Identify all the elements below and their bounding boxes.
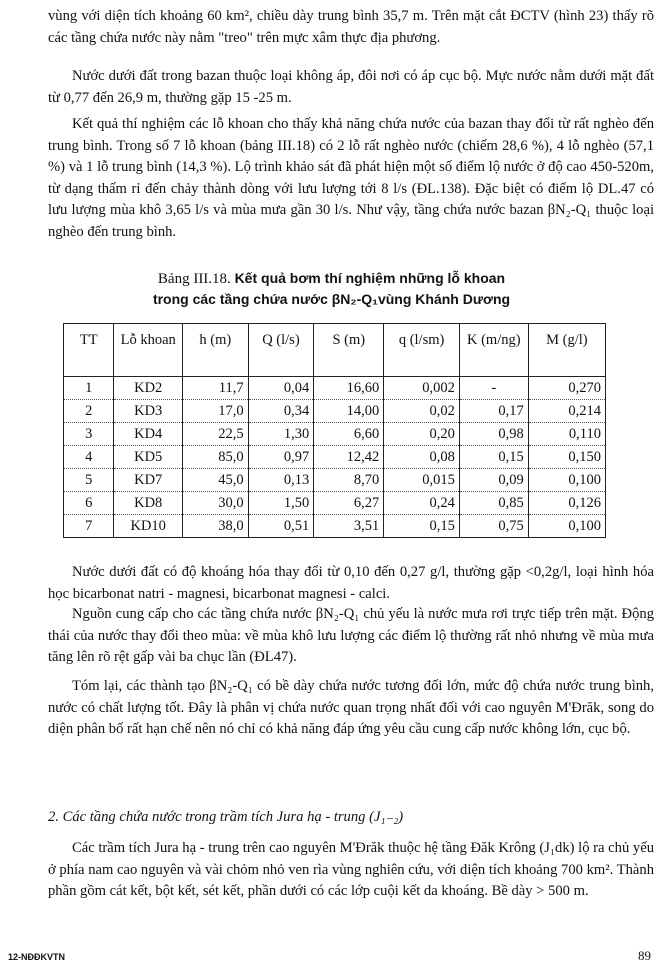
- cell-tt: 2: [64, 400, 114, 423]
- cell-s: 8,70: [314, 469, 384, 492]
- cell-m: 0,100: [528, 515, 605, 538]
- table-row: [64, 446, 606, 469]
- cell-m: 0,214: [528, 400, 605, 423]
- cell-lo-khoan: KD10: [114, 515, 182, 538]
- cell-k: -: [459, 377, 528, 400]
- cell-k: 0,75: [459, 515, 528, 538]
- paragraph-2: Nước dưới đất trong bazan thuộc loại không áp, đôi nơi có áp cục bộ. Mực nước nằm dưới mặt đất từ 0,77 đến 26,9 m, thường gặp 15 -25 m.: [48, 68, 654, 106]
- cell-h: 45,0: [182, 469, 248, 492]
- cell-q-specific: 0,24: [384, 492, 460, 515]
- paragraph-1: vùng với diện tích khoảng 60 km², chiều dày trung bình 35,7 m. Trên mặt cắt ĐCTV (hình 23) thấy rõ các tầng chứa nước này nằm "treo" trên mực xâm thực địa phương.: [48, 8, 654, 46]
- paragraph-6: Tóm lại, các thành tạo βN₂-Q₁ có bề dày chứa nước tương đối lớn, mức độ chứa nước trung bình, nước có chất lượng tốt. Đây là phân vị chứa nước quan trọng nhất đối với cao nguyên M'Đrăk, song do diện phân bố rất hạn chế nên nó chỉ có khả năng đáp ứng yêu cầu cung cấp nước không lớn, cục bộ.: [48, 678, 654, 737]
- table-caption-subtitle: trong các tầng chứa nước βN₂-Q₁vùng Khánh Dương: [152, 291, 511, 307]
- cell-s: 6,60: [314, 423, 384, 446]
- cell-tt: 5: [64, 469, 114, 492]
- col-header-q-specific: q (l/sm): [384, 324, 460, 377]
- cell-q-specific: 0,02: [384, 400, 460, 423]
- paragraph-7: Các trầm tích Jura hạ - trung trên cao nguyên M'Đrăk thuộc hệ tầng Đăk Krông (J₁dk) lộ ra chủ yếu ở phía nam cao nguyên và vài chỏm nhỏ ven rìa vùng nghiên cứu, với diện tích khoảng 700 km². Thành phần gồm cát kết, bột kết, sét kết, phần dưới có các lớp cuội kết da khoáng. Bề dày > 500 m.: [48, 840, 654, 899]
- cell-lo-khoan: KD3: [114, 400, 182, 423]
- cell-h: 30,0: [182, 492, 248, 515]
- footer-code: 12-NĐĐKVTN: [8, 952, 66, 962]
- table-row: [64, 423, 606, 446]
- paragraph-3: Kết quả thí nghiệm các lỗ khoan cho thấy khả năng chứa nước của bazan thay đổi từ rất nghèo đến trung bình. Trong số 7 lỗ khoan (bảng III.18) có 2 lỗ rất nghèo nước (chiếm 28,6 %), 4 lỗ nghèo (57,1 %) và 1 lỗ trung bình (14,3 %). Lộ trình khảo sát đã phát hiện một số điểm lộ nước ở độ cao 450-520m, từ dạng thấm rỉ đến chảy thành dòng với lưu lượng tới 8 l/s (ĐL.138). Đặc biệt có điểm lộ DL.47 có lưu lượng mùa khô 3,65 l/s và mùa mưa gần 30 l/s. Như vậy, tầng chứa nước bazan βN₂-Q₁ thuộc loại nghèo đến trung bình.: [48, 116, 654, 240]
- cell-s: 16,60: [314, 377, 384, 400]
- cell-lo-khoan: KD7: [114, 469, 182, 492]
- table-row: [64, 377, 606, 400]
- cell-h: 85,0: [182, 446, 248, 469]
- cell-q-specific: 0,15: [384, 515, 460, 538]
- cell-q-specific: 0,002: [384, 377, 460, 400]
- cell-m: 0,100: [528, 469, 605, 492]
- paragraph-4: Nước dưới đất có độ khoáng hóa thay đổi từ 0,10 đến 0,27 g/l, thường gặp <0,2g/l, loại hình hóa học bicarbonat natri - magnesi, bicarbonat magnesi - calci.: [48, 564, 654, 602]
- col-header-tt: TT: [64, 324, 114, 377]
- cell-lo-khoan: KD5: [114, 446, 182, 469]
- col-header-lo-khoan: Lỗ khoan: [114, 324, 182, 377]
- table-row: [64, 492, 606, 515]
- cell-s: 12,42: [314, 446, 384, 469]
- section-heading: 2. Các tầng chứa nước trong trầm tích Jura hạ - trung (J₁₋₂): [48, 809, 404, 825]
- cell-q: 1,50: [248, 492, 314, 515]
- cell-h: 17,0: [182, 400, 248, 423]
- cell-q-specific: 0,015: [384, 469, 460, 492]
- cell-q: 0,04: [248, 377, 314, 400]
- col-header-h: h (m): [182, 324, 248, 377]
- page-number: 89: [638, 948, 651, 963]
- cell-h: 11,7: [182, 377, 248, 400]
- cell-m: 0,150: [528, 446, 605, 469]
- cell-h: 22,5: [182, 423, 248, 446]
- cell-s: 6,27: [314, 492, 384, 515]
- col-header-m: M (g/l): [528, 324, 605, 377]
- cell-q-specific: 0,08: [384, 446, 460, 469]
- cell-s: 3,51: [314, 515, 384, 538]
- cell-k: 0,85: [459, 492, 528, 515]
- cell-k: 0,09: [459, 469, 528, 492]
- cell-tt: 7: [64, 515, 114, 538]
- cell-q: 0,97: [248, 446, 314, 469]
- cell-m: 0,110: [528, 423, 605, 446]
- cell-q: 0,51: [248, 515, 314, 538]
- cell-q: 0,13: [248, 469, 314, 492]
- col-header-k: K (m/ng): [459, 324, 528, 377]
- paragraph-5: Nguồn cung cấp cho các tầng chứa nước βN₂-Q₁ chủ yếu là nước mưa rơi trực tiếp trên mặt. Động thái của nước thay đổi theo mùa: về mùa khô lưu lượng các điểm lộ thường rất nhỏ nhưng về mùa mưa tăng lên rõ rệt gấp vài ba chục lần (ĐL47).: [48, 606, 654, 665]
- cell-k: 0,17: [459, 400, 528, 423]
- cell-tt: 4: [64, 446, 114, 469]
- cell-tt: 1: [64, 377, 114, 400]
- table-caption-prefix: Bảng III.18.: [157, 271, 235, 287]
- cell-tt: 3: [64, 423, 114, 446]
- cell-s: 14,00: [314, 400, 384, 423]
- cell-q: 0,34: [248, 400, 314, 423]
- cell-k: 0,98: [459, 423, 528, 446]
- table-caption-title: Kết quả bơm thí nghiệm những lỗ khoan: [234, 270, 506, 286]
- table-header-row: [64, 324, 606, 377]
- table-row: [64, 515, 606, 538]
- cell-lo-khoan: KD4: [114, 423, 182, 446]
- cell-lo-khoan: KD2: [114, 377, 182, 400]
- cell-q-specific: 0,20: [384, 423, 460, 446]
- table-caption-line-1: [0, 268, 663, 289]
- cell-lo-khoan: KD8: [114, 492, 182, 515]
- cell-m: 0,126: [528, 492, 605, 515]
- cell-k: 0,15: [459, 446, 528, 469]
- cell-m: 0,270: [528, 377, 605, 400]
- cell-tt: 6: [64, 492, 114, 515]
- table-caption-line-2: [0, 289, 663, 310]
- col-header-s: S (m): [314, 324, 384, 377]
- pumping-test-table: [63, 323, 606, 538]
- cell-q: 1,30: [248, 423, 314, 446]
- table-row: [64, 469, 606, 492]
- col-header-q: Q (l/s): [248, 324, 314, 377]
- table-row: [64, 400, 606, 423]
- cell-h: 38,0: [182, 515, 248, 538]
